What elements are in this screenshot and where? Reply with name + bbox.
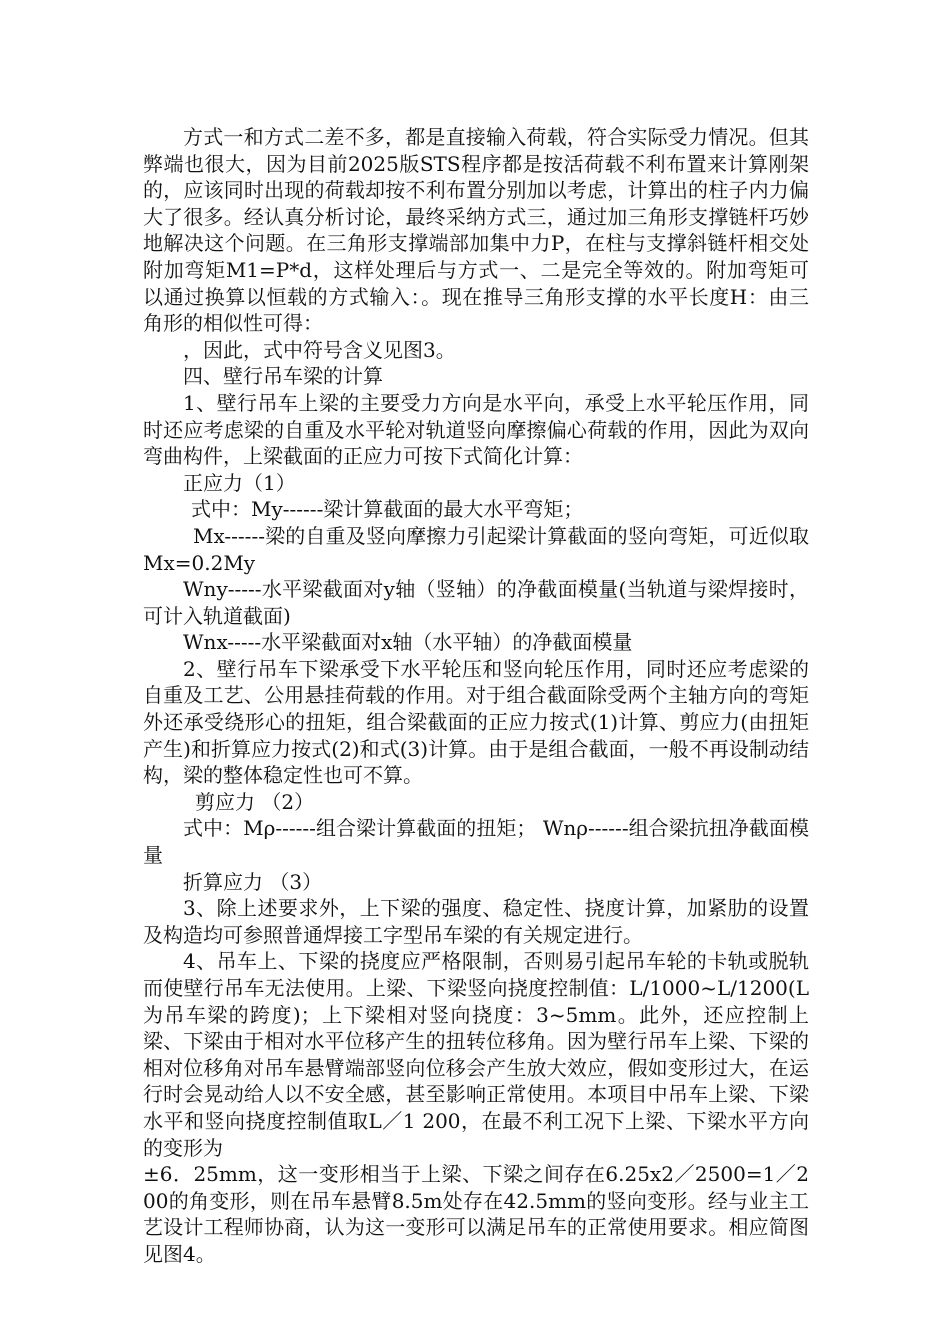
paragraph-wny-definition: Wny-----水平梁截面对y轴（竖轴）的净截面模量(当轨道与梁焊接时，可计入轨道截面) bbox=[143, 577, 809, 628]
paragraph-wnx-definition: Wnx-----水平梁截面对x轴（水平轴）的净截面模量 bbox=[183, 630, 633, 655]
paragraph-torque-definition: 式中：Mρ------组合梁计算截面的扭矩； Wnρ------组合梁抗扭净截面模量 bbox=[143, 816, 809, 868]
paragraph-strength-check: 3、除上述要求外，上下梁的强度、稳定性、挠度计算，加紧肋的设置及构造均可参照普通焊接工字型吊车梁的有关规定进行。 bbox=[143, 896, 809, 947]
paragraph-my-definition: 式中：My------梁计算截面的最大水平弯矩； bbox=[191, 497, 584, 522]
paragraph-mx-definition: Mx------梁的自重及竖向摩擦力引起梁计算截面的竖向弯矩，可近似取Mx=0.2My bbox=[143, 523, 809, 575]
paragraph-upper-beam: 1、壁行吊车上梁的主要受力方向是水平向，承受上水平轮压作用，同时还应考虑梁的自重及水平轮对轨道竖向摩擦偏心荷载的作用，因此为双向弯曲构件，上梁截面的正应力可按下式简化计算： bbox=[143, 390, 809, 469]
formula-label-normal-stress: 正应力（1） bbox=[183, 470, 296, 495]
formula-label-shear-stress: 剪应力 （2） bbox=[195, 789, 315, 814]
paragraph-load-methods: 方式一和方式二差不多，都是直接输入荷载，符合实际受力情况。但其弊端也很大，因为目前2025版STS程序都是按活荷载不利布置来计算刚架的，应该同时出现的荷载却按不利布置分别加以考虑，计算出的柱子内力偏大了很多。经认真分析讨论，最终采纳方式三，通过加三角形支撑链杆巧妙地解决这个问题。在三角形支撑端部加集中力P，在柱与支撑斜链杆相交处附加弯矩M1=P*d，这样处理后与方式一、二是完全等效的。附加弯矩可以通过换算以恒载的方式输入：。现在推导三角形支撑的水平长度H：由三角形的相似性可得： bbox=[143, 125, 809, 336]
formula-label-reduced-stress: 折算应力 （3） bbox=[183, 869, 323, 894]
paragraph-deformation-result: ±6．25mm，这一变形相当于上梁、下梁之间存在6.25x2／2500=1／200的角变形，则在吊车悬臂8.5m处存在42.5mm的竖向变形。经与业主工艺设计工程师协商，认为这一变形可以满足吊车的正常使用要求。相应简图见图4。 bbox=[143, 1162, 809, 1266]
paragraph-lower-beam: 2、壁行吊车下梁承受下水平轮压和竖向轮压作用，同时还应考虑梁的自重及工艺、公用悬挂荷载的作用。对于组合截面除受两个主轴方向的弯矩外还承受绕形心的扭矩，组合梁截面的正应力按式(1)计算、剪应力(由扭矩产生)和折算应力按式(2)和式(3)计算。由于是组合截面，一般不再设制动结构，梁的整体稳定性也可不算。 bbox=[143, 656, 809, 788]
paragraph-symbol-note: ，因此，式中符号含义见图3。 bbox=[183, 337, 456, 362]
paragraph-deflection-limits: 4、吊车上、下梁的挠度应严格限制，否则易引起吊车轮的卡轨或脱轨而使壁行吊车无法使用。上梁、下梁竖向挠度控制值：L/1000~L/1200(L为吊车梁的跨度)；上下梁相对竖向挠度：3~5mm。此外，还应控制上梁、下梁由于相对水平位移产生的扭转位移角。因为壁行吊车上梁、下梁的相对位移角对吊车悬臂端部竖向位移会产生放大效应，假如变形过大，在运行时会晃动给人以不安全感，甚至影响正常使用。本项目中吊车上梁、下梁水平和竖向挠度控制值取L／1 200，在最不利工况下上梁、下梁水平方向的变形为 bbox=[143, 949, 809, 1160]
section-heading-crane-beam: 四、壁行吊车梁的计算 bbox=[183, 364, 383, 389]
